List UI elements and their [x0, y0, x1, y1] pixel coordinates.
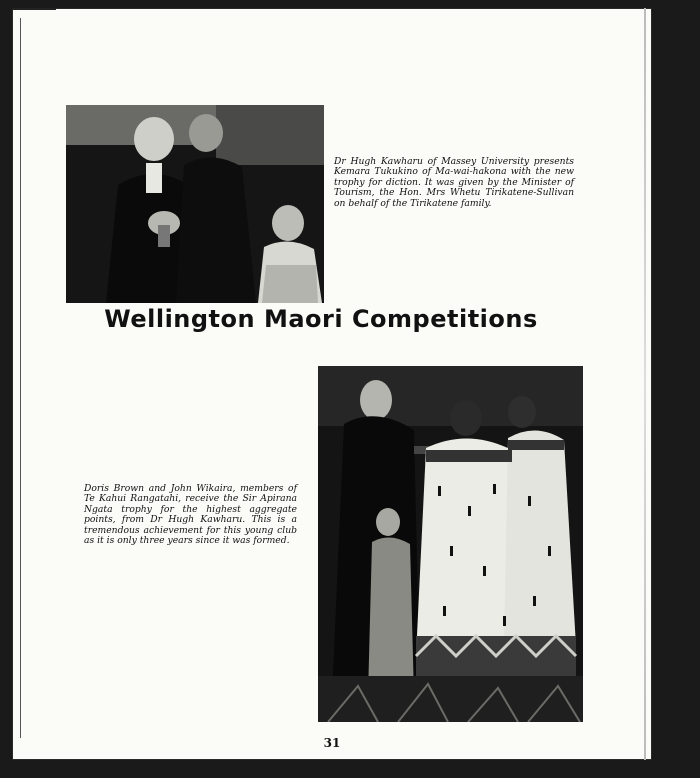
magazine-page	[12, 8, 652, 760]
left-margin-rule	[20, 18, 21, 738]
page-edge	[644, 8, 646, 760]
top-photo-caption: Dr Hugh Kawharu of Massey University presents Kemara Tukukino of Ma-wai-hakona with the new trophy for diction. It was given by the Minister of Tourism, the Hon. Mrs Whetu Tirikatene-Sullivan on behalf of the Tirikatene family.	[334, 156, 574, 209]
top-rule	[12, 8, 56, 10]
bottom-photo-caption: Doris Brown and John Wikaira, members of Te Kahui Rangatahi, receive the Sir Apirana Ngata trophy for the highest aggregate points, from Dr Hugh Kawharu. This is a tremendous achievement for this young club as it is only three years since it was formed.	[84, 483, 297, 547]
kapa-haka-award-photo	[318, 366, 583, 722]
trophy-presentation-photo	[66, 105, 324, 303]
page-number: 31	[323, 736, 341, 750]
article-headline: Wellington Maori Competitions	[104, 305, 538, 333]
